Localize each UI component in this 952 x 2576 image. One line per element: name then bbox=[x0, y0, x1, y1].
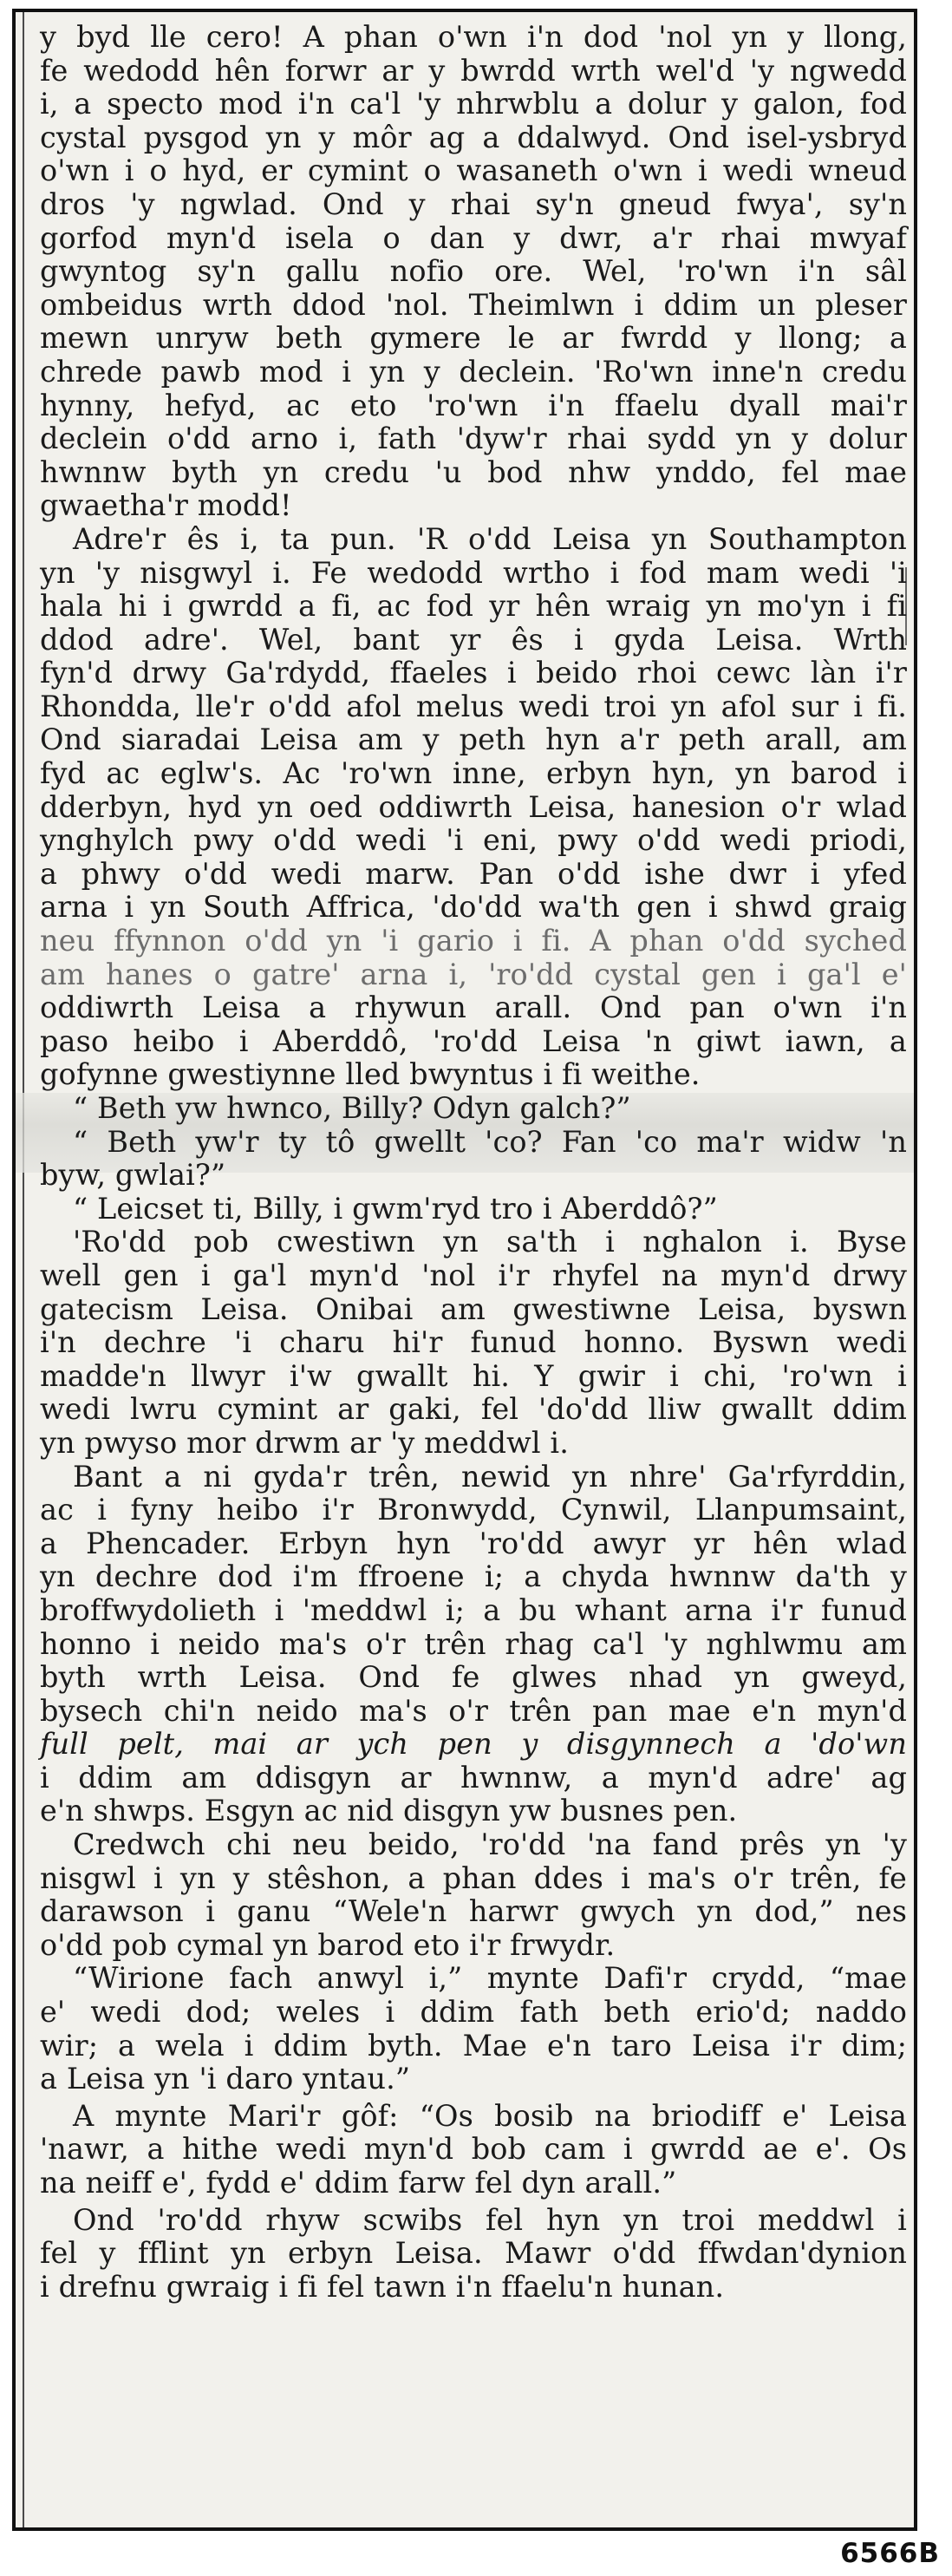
paragraph bbox=[40, 1193, 907, 1226]
paragraph bbox=[40, 1828, 907, 1962]
text-line: byth wrth Leisa. Ond fe glwes nhad yn gweyd, bbox=[40, 1660, 907, 1695]
text-line: wir; a wela i ddim byth. Mae e'n taro Leisa i'r dim; bbox=[40, 2028, 907, 2063]
text-line: fe wedodd hên forwr ar y bwrdd wrth wel'd 'y ngwedd bbox=[40, 53, 907, 88]
text-line: fel y fflint yn erbyn Leisa. Mawr o'dd ffwdan'dynion bbox=[40, 2236, 907, 2271]
text-line: y byd lle cero! A phan o'wn i'n dod 'nol yn y llong, bbox=[40, 20, 907, 54]
text-line: a Leisa yn 'i daro yntau.” bbox=[40, 2062, 411, 2096]
text-line: gofynne gwestiynne lled bwyntus i fi weithe. bbox=[40, 1057, 701, 1092]
paragraph bbox=[40, 1461, 907, 1829]
text-line: gwaetha'r modd! bbox=[40, 488, 292, 523]
text-line: Ond 'ro'dd rhyw scwibs fel hyn yn troi meddwl i bbox=[73, 2202, 907, 2237]
paragraph bbox=[40, 1226, 907, 1460]
text-line: wedi lwru cymint ar gaki, fel 'do'dd lliw gwallt ddim bbox=[40, 1392, 907, 1427]
text-line: darawson i ganu “Wele'n harwr gwych yn dod,” nes bbox=[40, 1894, 907, 1929]
paragraph bbox=[40, 2100, 907, 2200]
text-line: madde'n llwyr i'w gwallt hi. Y gwir i chi, 'ro'wn i bbox=[40, 1358, 907, 1393]
text-line: “Wirione fach anwyl i,” mynte Dafi'r crydd, “mae bbox=[73, 1961, 907, 1996]
text-line: e' wedi dod; weles i ddim fath beth erio'd; naddo bbox=[40, 1995, 907, 2030]
text-line: “ Beth yw'r ty tô gwellt 'co? Fan 'co ma'r widw 'n bbox=[73, 1124, 907, 1159]
text-line: Bant a ni gyda'r trên, newid yn nhre' Ga'rfyrddin, bbox=[73, 1459, 907, 1494]
text-line: broffwydolieth i 'meddwl i; a bu whant arna i'r funud bbox=[40, 1592, 907, 1627]
text-line: ynghylch pwy o'dd wedi 'i eni, pwy o'dd wedi priodi, bbox=[40, 823, 907, 858]
paragraph bbox=[40, 1126, 907, 1193]
text-line: i drefnu gwraig i fi fel tawn i'n ffaelu'n hunan. bbox=[40, 2269, 725, 2304]
text-line: ddod adre'. Wel, bant yr ês i gyda Leisa. Wrth bbox=[40, 622, 907, 657]
text-line: hwnnw byth yn credu 'u bod nhw ynddo, fel mae bbox=[40, 454, 907, 489]
newspaper-column-scan bbox=[12, 9, 917, 2531]
text-line: 'Ro'dd pob cwestiwn yn sa'th i nghalon i. Byse bbox=[73, 1225, 907, 1259]
column-rule bbox=[23, 12, 24, 2527]
text-line: declein o'dd arno i, fath 'dyw'r rhai sydd yn y dolur bbox=[40, 422, 907, 456]
text-line: Adre'r ês i, ta pun. 'R o'dd Leisa yn Southampton bbox=[73, 521, 907, 556]
text-line: am hanes o gatre' arna i, 'ro'dd cystal gen i ga'l e' bbox=[40, 957, 907, 991]
text-line: cystal pysgod yn y môr ag a ddalwyd. Ond isel-ysbryd bbox=[40, 120, 907, 154]
text-line: A mynte Mari'r gôf: “Os bosib na briodiff e' Leisa bbox=[73, 2098, 907, 2133]
paragraph bbox=[40, 523, 907, 1092]
text-line: ac i fyny heibo i'r Bronwydd, Cynwil, Llanpumsaint, bbox=[40, 1493, 907, 1527]
text-line: honno i neido ma's o'r trên rhag ca'l 'y nghlwmu am bbox=[40, 1626, 907, 1661]
text-line: gwyntog sy'n gallu nofio ore. Wel, 'ro'wn i'n sâl bbox=[40, 254, 907, 289]
text-line: fyd ac eglw's. Ac 'ro'wn inne, erbyn hyn, yn barod i bbox=[40, 756, 907, 791]
text-line: dros 'y ngwlad. Ond y rhai sy'n gneud fwya', sy'n bbox=[40, 186, 907, 221]
text-line: o'dd pob cymal yn barod eto i'r frwydr. bbox=[40, 1927, 616, 1962]
paragraph bbox=[40, 1092, 907, 1126]
text-line: fyn'd drwy Ga'rdydd, ffaeles i beido rhoi cewc làn i'r bbox=[40, 656, 907, 690]
text-line: arna i yn South Affrica, 'do'dd wa'th gen i shwd graig bbox=[40, 890, 907, 925]
text-line: o'wn i o hyd, er cymint o wasaneth o'wn i wedi wneud bbox=[40, 154, 907, 188]
text-line: e'n shwps. Esgyn ac nid disgyn yw busnes pen. bbox=[40, 1794, 738, 1828]
text-line: na neiff e', fydd e' ddim farw fel dyn arall.” bbox=[40, 2166, 677, 2200]
text-line: well gen i ga'l myn'd 'nol i'r rhyfel na myn'd drwy bbox=[40, 1258, 907, 1292]
text-line: “ Beth yw hwnco, Billy? Odyn galch?” bbox=[73, 1091, 631, 1125]
text-line: gorfod myn'd isela o dan y dwr, a'r rhai mwyaf bbox=[40, 220, 907, 255]
text-line: 'nawr, a hithe wedi myn'd bob cam i gwrdd ae e'. Os bbox=[40, 2132, 907, 2167]
text-line: a Phencader. Erbyn hyn 'ro'dd awyr yr hên wlad bbox=[40, 1526, 907, 1560]
text-line: Rhondda, lle'r o'dd afol melus wedi troi yn afol sur i fi. bbox=[40, 689, 907, 723]
text-line: i'n dechre 'i charu hi'r funud honno. Byswn wedi bbox=[40, 1325, 907, 1360]
text-line: Credwch chi neu beido, 'ro'dd 'na fand prês yn 'y bbox=[73, 1827, 907, 1862]
text-line: paso heibo i Aberddô, 'ro'dd Leisa 'n giwt iawn, a bbox=[40, 1023, 907, 1058]
text-line: yn 'y nisgwyl i. Fe wedodd wrtho i fod mam wedi 'i bbox=[40, 555, 907, 590]
paragraph bbox=[40, 1962, 907, 2095]
text-line: i ddim am ddisgyn ar hwnnw, a myn'd adre' ag bbox=[40, 1760, 907, 1795]
text-line: gatecism Leisa. Onibai am gwestiwne Leisa, byswn bbox=[40, 1291, 907, 1326]
text-line: “ Leicset ti, Billy, i gwm'ryd tro i Aberddô?” bbox=[73, 1191, 718, 1226]
text-line: chrede pawb mod i yn y declein. 'Ro'wn inne'n credu bbox=[40, 354, 907, 389]
text-line: oddiwrth Leisa a rhywun arall. Ond pan o'wn i'n bbox=[40, 991, 907, 1025]
paragraph bbox=[40, 21, 907, 523]
page-id-label: 6566B bbox=[840, 2538, 940, 2569]
text-line: Ond siaradai Leisa am y peth hyn a'r peth arall, am bbox=[40, 722, 907, 757]
text-line: ombeidus wrth ddod 'nol. Theimlwn i ddim un pleser bbox=[40, 287, 907, 322]
text-line: bysech chi'n neido ma's o'r trên pan mae e'n myn'd bbox=[40, 1693, 907, 1728]
paragraph bbox=[40, 2204, 907, 2305]
text-line: dderbyn, hyd yn oed oddiwrth Leisa, hanesion o'r wlad bbox=[40, 789, 907, 824]
text-line: hala hi i gwrdd a fi, ac fod yr hên wraig yn mo'yn i fi bbox=[40, 589, 907, 624]
text-line: i, a specto mod i'n ca'l 'y nhrwblu a dolur y galon, fod bbox=[40, 87, 907, 121]
text-line: yn dechre dod i'm ffroene i; a chyda hwnnw da'th y bbox=[40, 1559, 907, 1594]
text-line: hynny, hefyd, ac eto 'ro'wn i'n ffaelu dyall mai'r bbox=[40, 388, 907, 422]
text-line: byw, gwlai?” bbox=[40, 1158, 226, 1193]
text-line: a phwy o'dd wedi marw. Pan o'dd ishe dwr i yfed bbox=[40, 856, 907, 891]
text-line: full pelt, mai ar ych pen y disgynnech a 'do'wn bbox=[40, 1727, 907, 1762]
text-line: nisgwl i yn y stêshon, a phan ddes i ma's o'r trên, fe bbox=[40, 1860, 907, 1895]
text-line: neu ffynnon o'dd yn 'i gario i fi. A phan o'dd syched bbox=[40, 924, 907, 958]
article-text bbox=[40, 21, 907, 2304]
text-line: yn pwyso mor drwm ar 'y meddwl i. bbox=[40, 1425, 569, 1460]
text-line: mewn unryw beth gymere le ar fwrdd y llong; a bbox=[40, 321, 907, 356]
